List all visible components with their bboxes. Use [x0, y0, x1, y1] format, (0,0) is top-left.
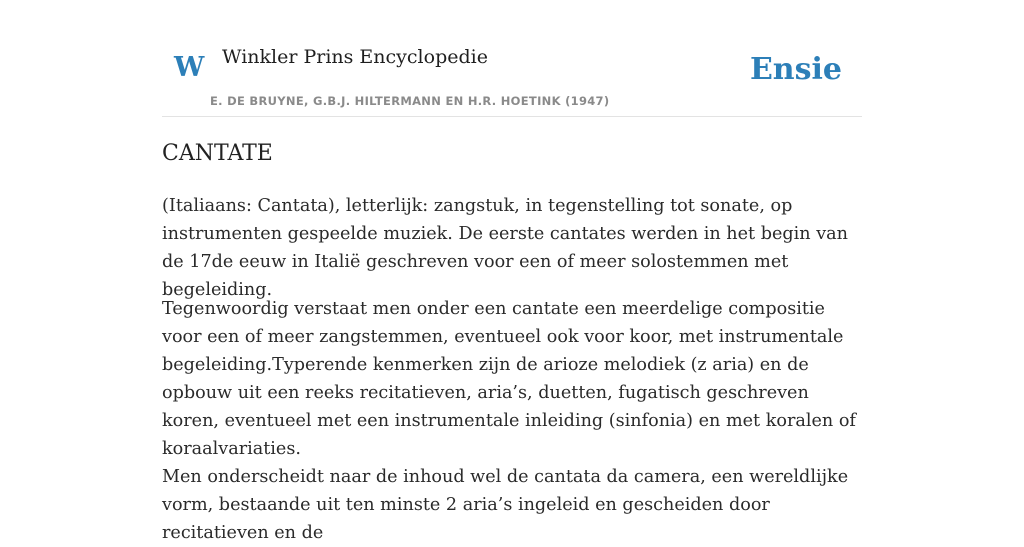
entry-title: CANTATE — [162, 141, 273, 166]
entry-paragraph: Men onderscheidt naar de inhoud wel de cantata da camera, een wereldlijke vorm, bestaande uit ten minste 2 aria’s ingeleid en gescheiden door recitatieven en de — [162, 467, 849, 543]
publication-title[interactable]: Winkler Prins Encyclopedie — [222, 46, 488, 68]
entry-paragraph: (Italiaans: Cantata), letterlijk: zangstuk, in tegenstelling tot sonate, op instrumenten gespeelde muziek. De eerste cantates werden in het begin van de 17de eeuw in Italië geschreven voor een of meer solostemmen met begeleiding. — [162, 196, 848, 300]
authors-line: E. DE BRUYNE, G.B.J. HILTERMANN EN H.R. HOETINK (1947) — [210, 94, 610, 108]
entry-paragraph: Tegenwoordig verstaat men onder een cantate een meerdelige compositie voor een of meer zangstemmen, eventueel ook voor koor, met instrumentale begeleiding.Typerende kenmerken zijn de arioze melodiek (z aria) en de opbouw uit een reeks recitatieven, aria’s, duetten, fugatisch geschreven koren, eventueel met een instrumentale inleiding (sinfonia) en met koralen of koraalvariaties. — [162, 299, 856, 459]
article-page — [162, 0, 862, 543]
header — [162, 0, 862, 117]
brand-logo[interactable]: Ensie — [749, 52, 842, 87]
publication-logo[interactable]: W — [174, 52, 205, 83]
